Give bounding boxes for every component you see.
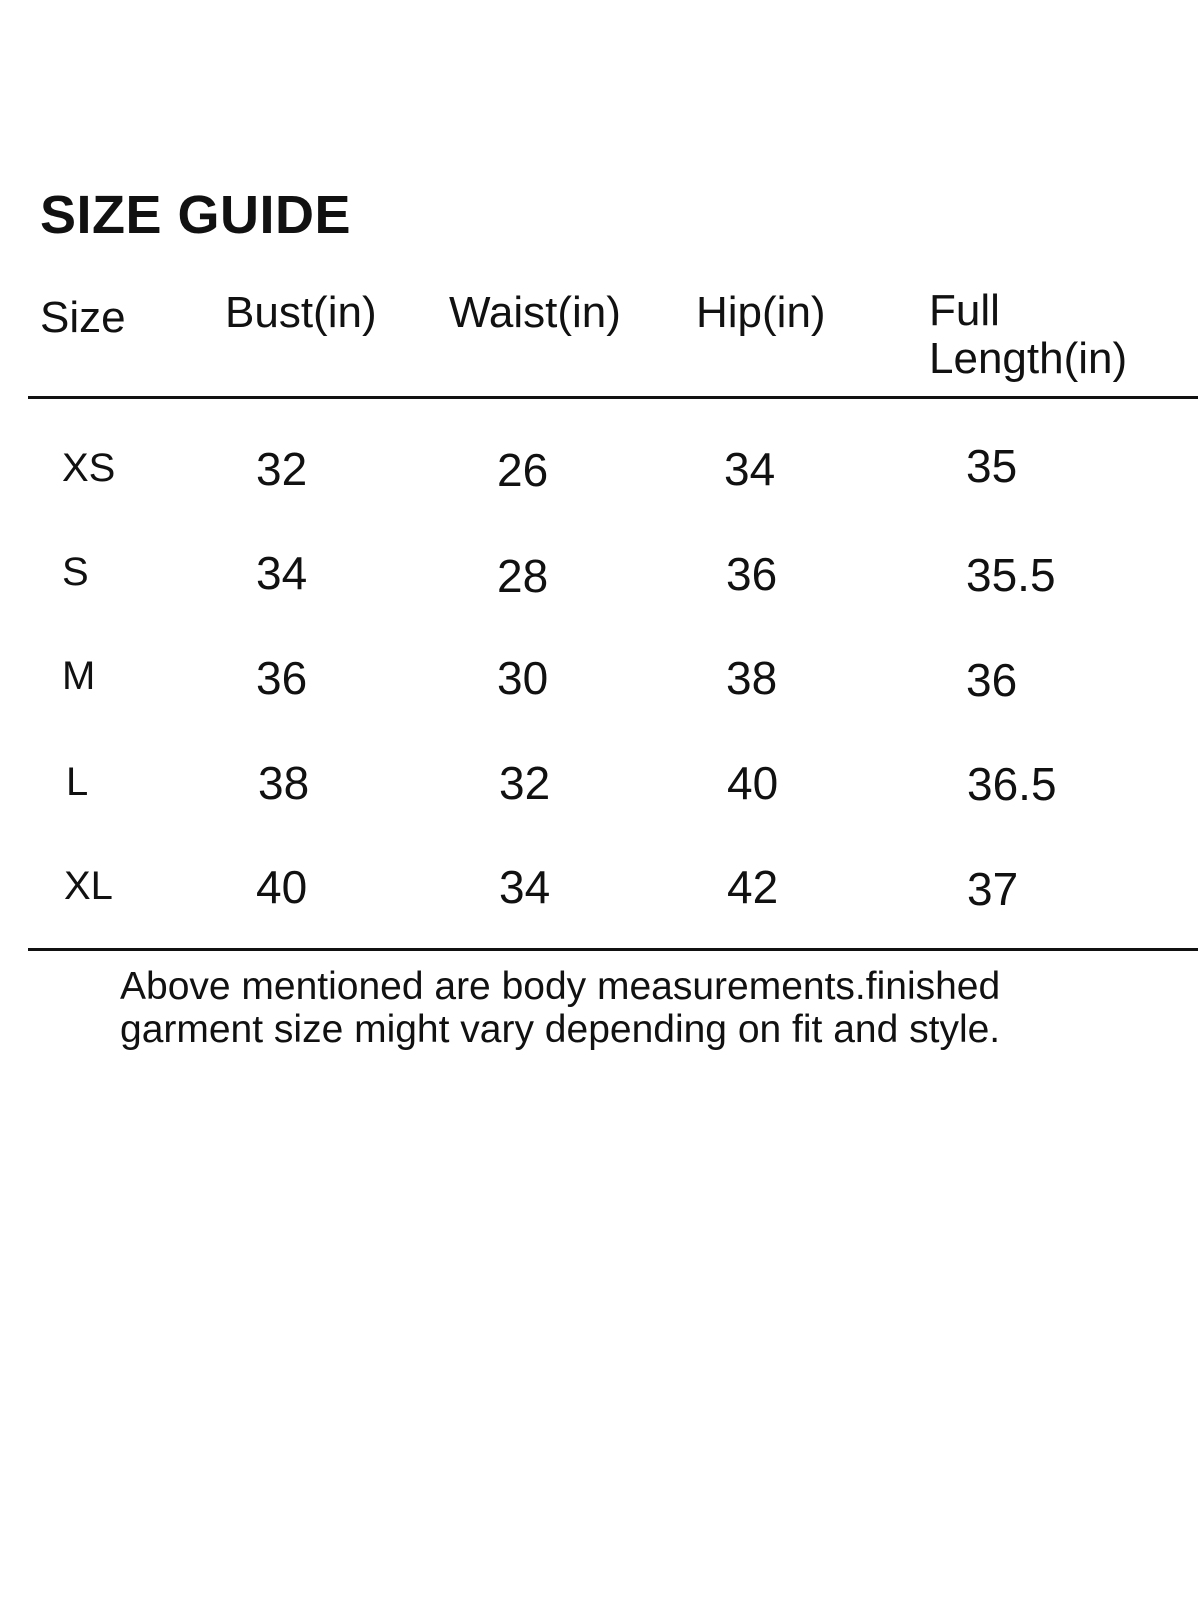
header-bust: Bust(in)	[225, 288, 377, 337]
waist-cell: 26	[497, 444, 549, 496]
waist-cell: 30	[497, 652, 549, 704]
top-divider	[28, 396, 1198, 399]
size-cell: XL	[64, 864, 113, 908]
header-size: Size	[40, 293, 126, 342]
waist-cell: 34	[499, 861, 551, 913]
measurement-note: Above mentioned are body measurements.finished garment size might vary depending on fit and style.	[120, 965, 1001, 1051]
bottom-divider	[28, 948, 1198, 951]
bust-cell: 36	[256, 652, 308, 704]
full-length-cell: 35.5	[966, 549, 1056, 601]
full-length-cell: 37	[967, 863, 1019, 915]
size-cell: M	[62, 654, 96, 698]
size-cell: S	[62, 550, 89, 594]
waist-cell: 28	[497, 550, 549, 602]
hip-cell: 38	[726, 652, 778, 704]
header-full-length: Full Length(in)	[929, 286, 1128, 383]
bust-cell: 34	[256, 547, 308, 599]
bust-cell: 38	[258, 757, 310, 809]
hip-cell: 34	[724, 443, 776, 495]
full-length-cell: 36.5	[967, 758, 1057, 810]
hip-cell: 36	[726, 548, 778, 600]
header-hip: Hip(in)	[696, 288, 826, 337]
waist-cell: 32	[499, 757, 551, 809]
size-cell: XS	[62, 446, 116, 490]
size-cell: L	[66, 760, 89, 804]
bust-cell: 40	[256, 861, 308, 913]
header-waist: Waist(in)	[449, 288, 621, 337]
full-length-cell: 36	[966, 654, 1018, 706]
hip-cell: 42	[727, 861, 779, 913]
bust-cell: 32	[256, 443, 308, 495]
hip-cell: 40	[727, 757, 779, 809]
full-length-cell: 35	[966, 440, 1018, 492]
size-guide-title: SIZE GUIDE	[40, 185, 352, 245]
